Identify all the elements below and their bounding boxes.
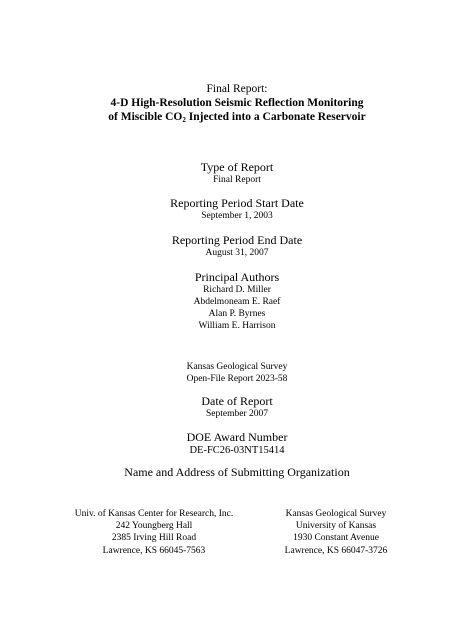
end-date-heading: Reporting Period End Date — [171, 233, 303, 247]
address-line: 2385 Irving Hill Road — [111, 533, 197, 544]
type-of-report-value: Final Report — [213, 175, 261, 185]
address-line: Lawrence, KS 66045-7563 — [102, 545, 206, 556]
address-line: University of Kansas — [295, 521, 377, 532]
open-file-report-number: Open-File Report 2023-58 — [186, 374, 288, 384]
doe-award-value: DE-FC26-03NT15414 — [189, 445, 285, 456]
address-line: 1930 Constant Avenue — [293, 533, 379, 544]
address-line: Kansas Geological Survey — [285, 509, 387, 519]
author-name: Alan P. Byrnes — [208, 309, 266, 319]
survey-name: Kansas Geological Survey — [186, 362, 288, 372]
date-of-report-value: September 2007 — [205, 409, 268, 419]
author-name: William E. Harrison — [198, 321, 276, 331]
organization-heading: Name and Address of Submitting Organization — [124, 465, 350, 479]
start-date-value: September 1, 2003 — [201, 211, 273, 221]
type-of-report-heading: Type of Report — [200, 160, 274, 174]
author-name: Abdelmoneam E. Raef — [193, 297, 281, 307]
address-line: Univ. of Kansas Center for Research, Inc. — [74, 509, 234, 519]
address-left — [54, 508, 254, 557]
address-line: Lawrence, KS 66047-3726 — [284, 545, 388, 556]
address-right — [236, 508, 436, 557]
authors-heading: Principal Authors — [194, 270, 280, 284]
end-date-value: August 31, 2007 — [205, 248, 269, 258]
title-line-1: 4-D High-Resolution Seismic Reflection Monitoring — [110, 97, 364, 109]
report-label: Final Report: — [206, 83, 268, 95]
author-name: Richard D. Miller — [203, 285, 271, 295]
date-of-report-heading: Date of Report — [201, 394, 273, 408]
doe-award-heading: DOE Award Number — [186, 430, 288, 444]
address-line: 242 Youngberg Hall — [115, 521, 193, 532]
title-line-2: of Miscible $CO_2$ Injected into a Carbonate Reservoir — [108, 111, 366, 124]
start-date-heading: Reporting Period Start Date — [170, 196, 304, 210]
